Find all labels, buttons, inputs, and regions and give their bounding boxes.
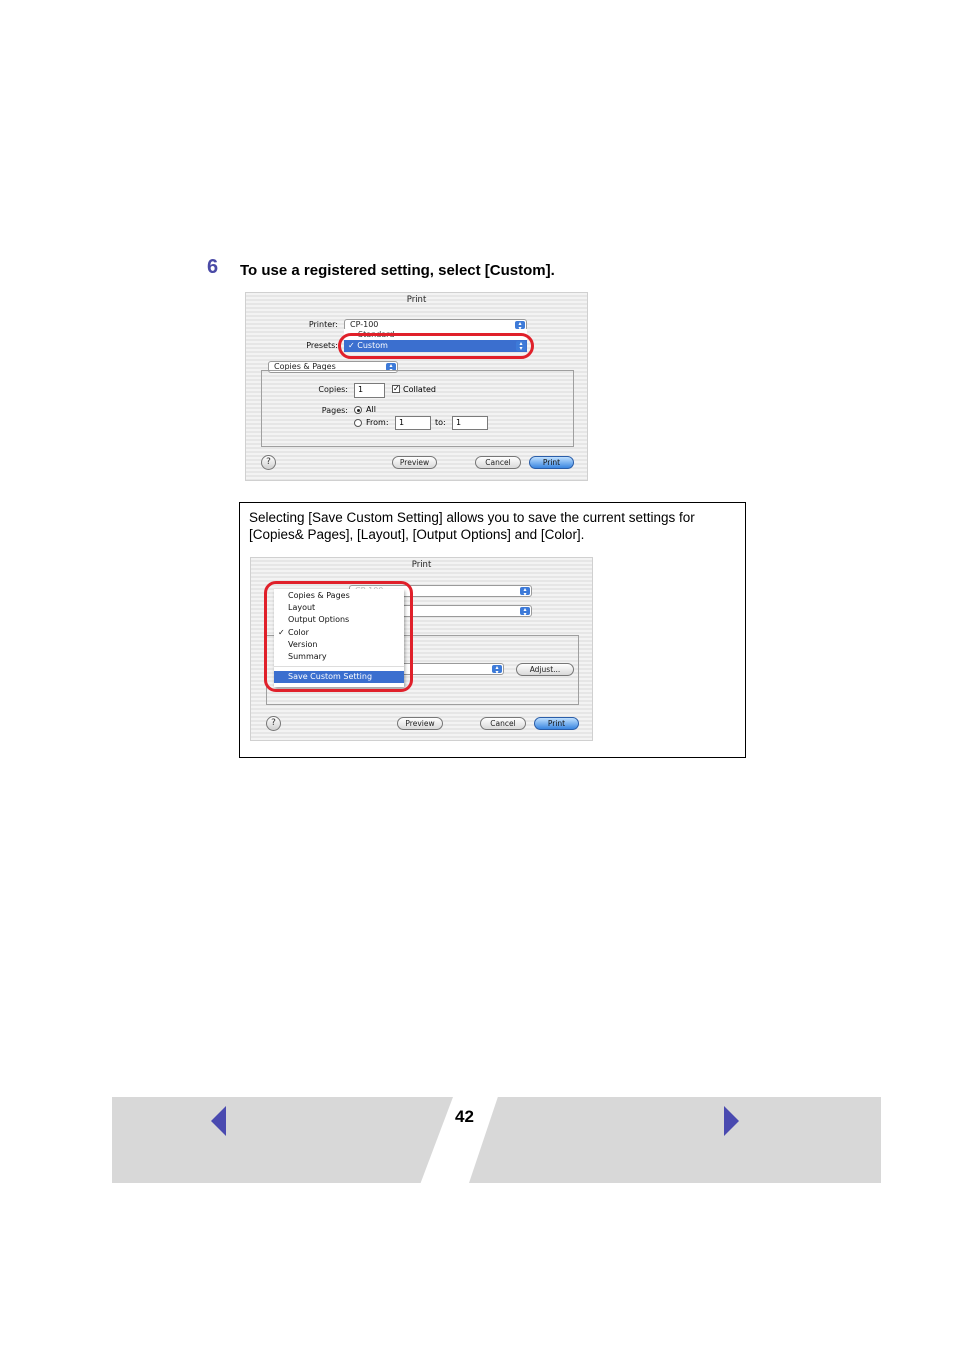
preview-button[interactable]: Preview bbox=[392, 456, 437, 469]
print-dialog-save-custom bbox=[250, 557, 593, 741]
popup-arrows-icon: ▴ bbox=[515, 321, 525, 329]
copies-label: Copies: bbox=[318, 385, 348, 394]
right-triangle-icon[interactable] bbox=[724, 1106, 739, 1136]
highlight-ring bbox=[338, 333, 534, 359]
copies-field[interactable]: 1 bbox=[354, 383, 385, 398]
presets-label: Presets: bbox=[306, 341, 338, 350]
pane-popup-value: Copies & Pages bbox=[274, 362, 336, 371]
menu-item-label: Layout bbox=[288, 603, 316, 612]
print-button[interactable]: Print bbox=[529, 456, 574, 469]
menu-item-label: Color bbox=[288, 628, 309, 637]
from-field[interactable]: 1 bbox=[395, 416, 431, 430]
collated-label: Collated bbox=[403, 385, 436, 394]
dialog-title: Print bbox=[406, 295, 427, 305]
popup-arrows-icon: ▴ ▾ bbox=[520, 587, 530, 595]
help-icon[interactable]: ? bbox=[261, 455, 276, 470]
presets-selected-label: ✓ Custom bbox=[348, 341, 388, 350]
step-number: 6 bbox=[207, 256, 219, 278]
popup-arrows-icon: ▴ ▾ bbox=[516, 341, 526, 351]
print-dialog-presets bbox=[245, 292, 588, 481]
printer-value: CP-100 bbox=[350, 320, 379, 329]
to-label: to: bbox=[435, 418, 446, 427]
cancel-button[interactable]: Cancel bbox=[480, 717, 526, 730]
popup-arrows-icon: ▴ ▾ bbox=[492, 665, 502, 673]
adjust-button[interactable]: Adjust... bbox=[516, 663, 574, 676]
step-instruction: To use a registered setting, select [Custom]. bbox=[240, 262, 555, 279]
next-page-panel[interactable] bbox=[469, 1097, 881, 1183]
help-icon[interactable]: ? bbox=[266, 716, 281, 731]
left-triangle-icon[interactable] bbox=[211, 1106, 226, 1136]
dialog-title: Print bbox=[411, 560, 432, 570]
checkmark-icon: ✓ bbox=[278, 628, 285, 637]
printer-label: Printer: bbox=[308, 320, 338, 329]
prev-page-panel[interactable] bbox=[112, 1097, 453, 1183]
pages-from-radio[interactable] bbox=[354, 419, 362, 427]
menu-item-label: Output Options bbox=[288, 615, 350, 624]
menu-item-label: Save Custom Setting bbox=[288, 672, 373, 681]
pages-all-radio[interactable] bbox=[354, 406, 362, 414]
presets-menu-item-standard[interactable]: Standard bbox=[344, 329, 527, 340]
page-number: 42 bbox=[455, 1107, 474, 1126]
menu-item-label: Copies & Pages bbox=[288, 591, 350, 600]
highlight-ring bbox=[264, 581, 413, 692]
from-label: From: bbox=[366, 418, 389, 427]
preview-button[interactable]: Preview bbox=[397, 717, 443, 730]
to-field[interactable]: 1 bbox=[452, 416, 488, 430]
popup-arrows-icon: ▴ ▾ bbox=[386, 363, 396, 371]
pages-label: Pages: bbox=[321, 406, 348, 415]
note-text: Selecting [Save Custom Setting] allows you to save the current settings for [Copies& Pages], [Layout], [Output Options] and [Color]. bbox=[249, 510, 695, 542]
all-label: All bbox=[366, 405, 376, 414]
menu-item-label: Summary bbox=[288, 652, 327, 661]
cancel-button[interactable]: Cancel bbox=[475, 456, 521, 469]
menu-item-label: Version bbox=[288, 640, 318, 649]
collated-checkbox[interactable]: ✓ bbox=[393, 384, 400, 393]
print-button[interactable]: Print bbox=[534, 717, 579, 730]
popup-arrows-icon: ▴ ▾ bbox=[520, 607, 530, 615]
